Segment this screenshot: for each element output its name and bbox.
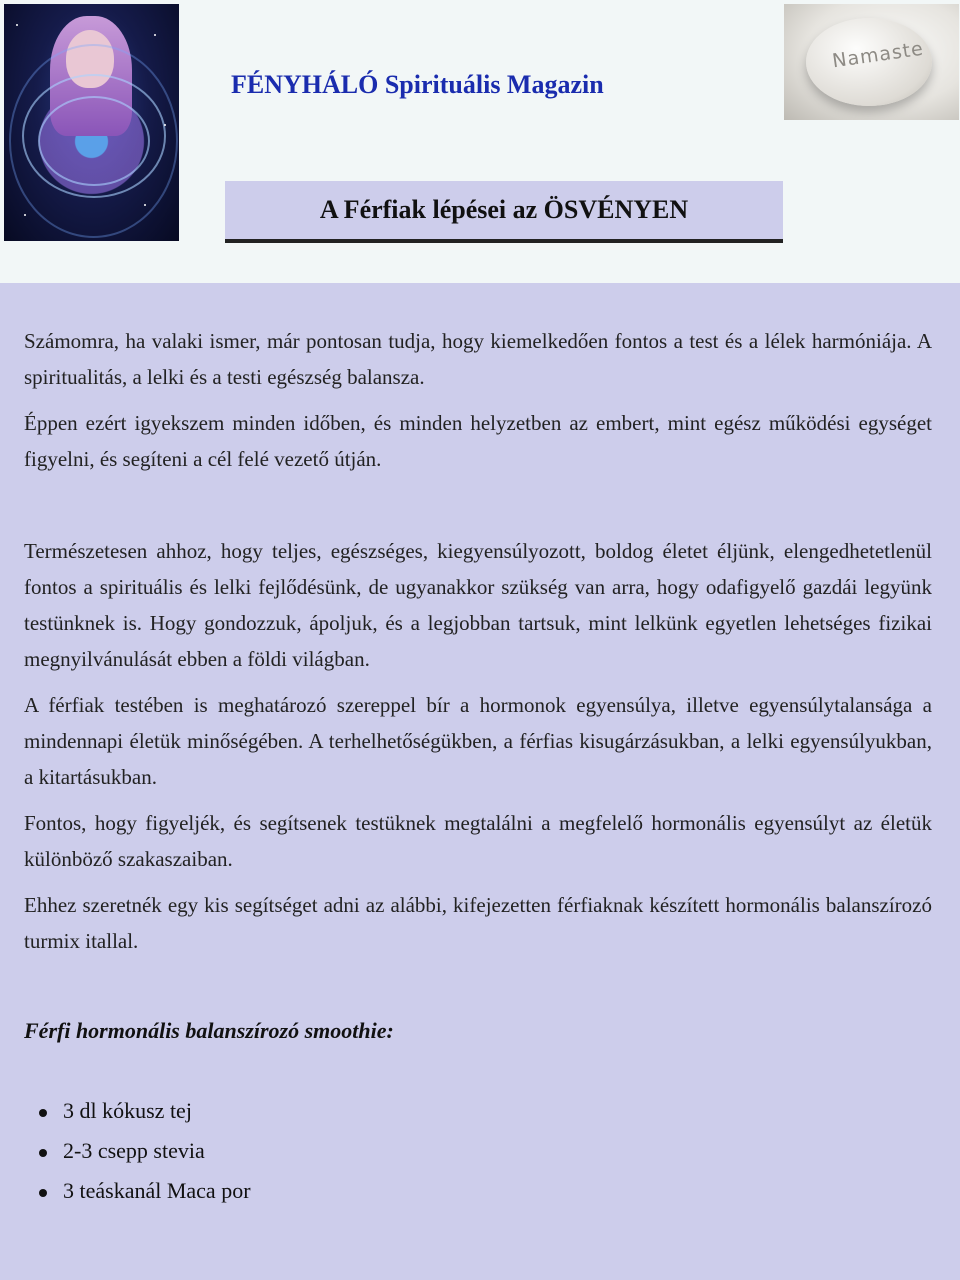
paragraph: A férfiak testében is meghatározó szereppel bír a hormonok egyensúlya, illetve egyensúlytalansága a mindennapi életük minőségében. A terhelhetőségükben, a férfias kisugárzásukban, a lelki egyensúlyukban, a kitartásukban.: [24, 693, 932, 789]
energy-ring: [9, 44, 178, 238]
star: [164, 124, 166, 126]
ingredient-text: 2-3 csepp stevia: [63, 1138, 205, 1163]
star: [16, 24, 18, 26]
paragraph: Ehhez szeretnék egy kis segítséget adni az alábbi, kifejezetten férfiaknak készített hormonális balanszírozó turmix itallal.: [24, 893, 932, 953]
list-item: [24, 1093, 251, 1133]
paragraph: Számomra, ha valaki ismer, már pontosan tudja, hogy kiemelkedően fontos a test és a lélek harmóniája. A spiritualitás, a lelki és a testi egészség balansza.: [24, 329, 932, 389]
article-title: A Férfiak lépései az ÖSVÉNYEN: [319, 195, 689, 224]
bullet-icon: [39, 1109, 47, 1117]
magazine-title: FÉNYHÁLÓ Spirituális Magazin: [231, 70, 604, 99]
namaste-stone-image: [784, 4, 959, 120]
list-item: [24, 1173, 251, 1213]
star: [154, 34, 156, 36]
star: [24, 214, 26, 216]
ingredient-text: 3 dl kókusz tej: [63, 1098, 192, 1123]
bullet-icon: [39, 1149, 47, 1157]
stone-engraving: Namaste: [830, 37, 926, 73]
cosmic-woman-earth-image: [4, 4, 179, 241]
page-header: [0, 0, 960, 283]
article-title-banner: [225, 181, 783, 243]
ingredient-text: 3 teáskanál Maca por: [63, 1178, 251, 1203]
recipe-heading: Férfi hormonális balanszírozó smoothie:: [24, 1018, 394, 1043]
article-body: [0, 283, 960, 1280]
paragraph: Fontos, hogy figyeljék, és segítsenek testüknek megtalálni a megfelelő hormonális egyensúlyt az életük különböző szakaszaiban.: [24, 811, 932, 871]
list-item: [24, 1133, 251, 1173]
bullet-icon: [39, 1189, 47, 1197]
paragraph: Éppen ezért igyekszem minden időben, és minden helyzetben az embert, mint egész működési egységet figyelni, és segíteni a cél felé vezető útján.: [24, 411, 932, 471]
paragraph: Természetesen ahhoz, hogy teljes, egészséges, kiegyensúlyozott, boldog életet éljünk, elengedhetetlenül fontos a spirituális és lelki fejlődésünk, de ugyanakkor szükség van arra, hogy odafigyelő gazdái legyünk testünknek is. Hogy gondozzuk, ápoljuk, és a legjobban tartsuk, mint lelkünk egyetlen lehetséges fizikai megnyilvánulását ebben a földi világban.: [24, 539, 932, 671]
ingredient-list: [24, 1093, 251, 1213]
star: [144, 204, 146, 206]
